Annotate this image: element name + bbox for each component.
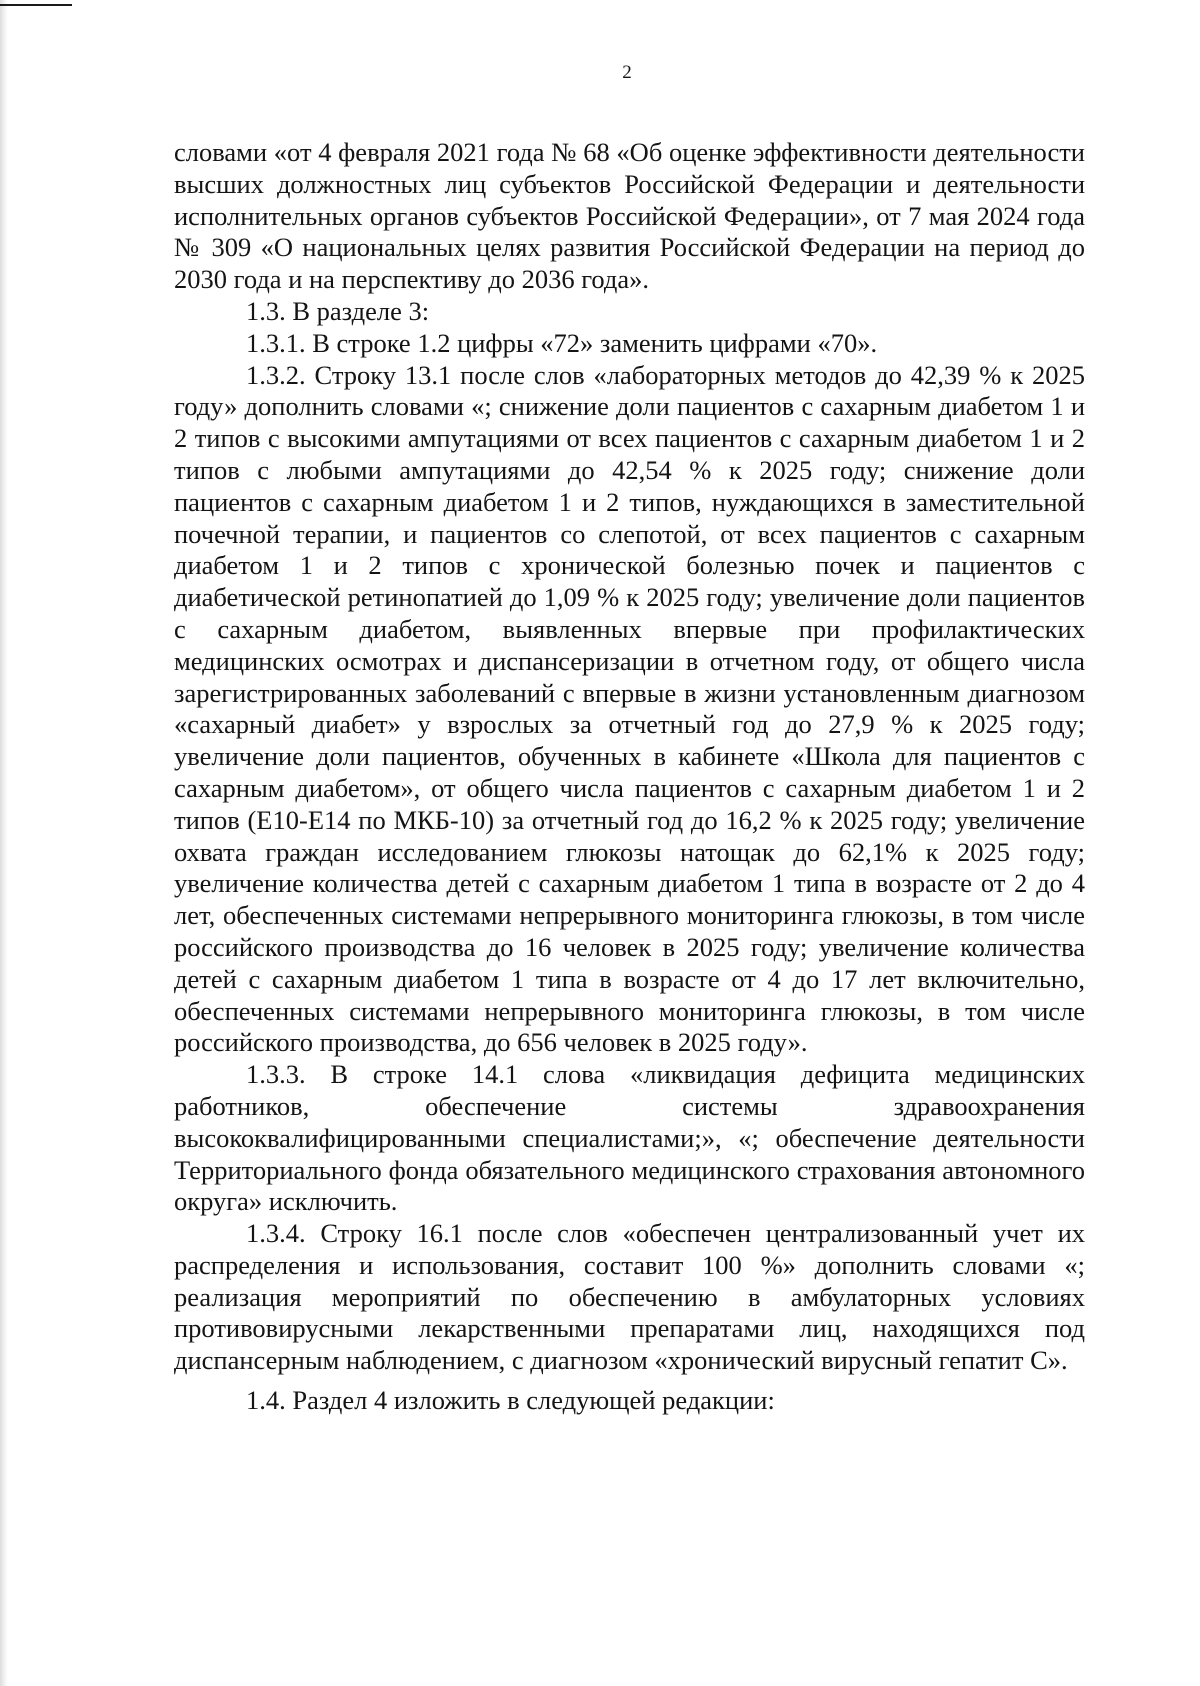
scan-edge [0,0,8,1686]
paragraph-1-3-3: 1.3.3. В строке 14.1 слова «ликвидация дефицита медицинских работников, обеспечение системы здравоохранения высококвалифицированными специалистами;», «; обеспечение деятельности Территориального фонда обязательного медицинского страхования автономного округа» исключить. [174,1059,1085,1217]
document-body [174,137,1085,1417]
page-number: 2 [622,62,632,83]
paragraph-1-3-4: 1.3.4. Строку 16.1 после слов «обеспечен централизованный учет их распределения и использования, составит 100 %» дополнить словами «; реализация мероприятий по обеспечению в амбулаторных условиях противовирусными лекарственными препаратами лиц, находящихся под диспансерным наблюдением, с диагнозом «хронический вирусный гепатит С». [174,1218,1085,1376]
paragraph-1-3: 1.3. В разделе 3: [246,295,430,326]
paragraph-1-3-2: 1.3.2. Строку 13.1 после слов «лабораторных методов до 42,39 % к 2025 году» дополнить словами «; снижение доли пациентов с сахарным диабетом 1 и 2 типов с высокими ампутациями от всех пациентов с сахарным диабетом 1 и 2 типов с любыми ампутациями до 42,54 % к 2025 году; снижение доли пациентов с сахарным диабетом 1 и 2 типов, нуждающихся в заместительной почечной терапии, и пациентов со слепотой, от всех пациентов с сахарным диабетом 1 и 2 типов с хронической болезнью почек и пациентов с диабетической ретинопатией до 1,09 % к 2025 году; увеличение доли пациентов с сахарным диабетом, выявленных впервые при профилактических медицинских осмотрах и диспансеризации в отчетном году, от общего числа зарегистрированных заболеваний с впервые в жизни установленным диагнозом «сахарный диабет» у взрослых за отчетный год до 27,9 % к 2025 году; увеличение доли пациентов, обученных в кабинете «Школа для пациентов с сахарным диабетом», от общего числа пациентов с сахарным диабетом 1 и 2 типов (Е10-Е14 по МКБ-10) за отчетный год до 16,2 % к 2025 году; увеличение охвата граждан исследованием глюкозы натощак до 62,1% к 2025 году; увеличение количества детей с сахарным диабетом 1 типа в возрасте от 2 до 4 лет, обеспеченных системами непрерывного мониторинга глюкозы, в том числе российского производства до 16 человек в 2025 году; увеличение количества детей с сахарным диабетом 1 типа в возрасте от 4 до 17 лет включительно, обеспеченных системами непрерывного мониторинга глюкозы, в том числе российского производства, до 656 человек в 2025 году». [174,359,1085,1058]
paragraph-1-3-1: 1.3.1. В строке 1.2 цифры «72» заменить цифрами «70». [246,327,878,358]
scan-mark [0,4,72,6]
paragraph-1-4: 1.4. Раздел 4 изложить в следующей редакции: [246,1385,775,1416]
paragraph-continuation: словами «от 4 февраля 2021 года № 68 «Об оценке эффективности деятельности высших должностных лиц субъектов Российской Федерации и деятельности исполнительных органов субъектов Российской Федерации», от 7 мая 2024 года № 309 «О национальных целях развития Российской Федерации на период до 2030 года и на перспективу до 2036 года». [174,137,1085,295]
